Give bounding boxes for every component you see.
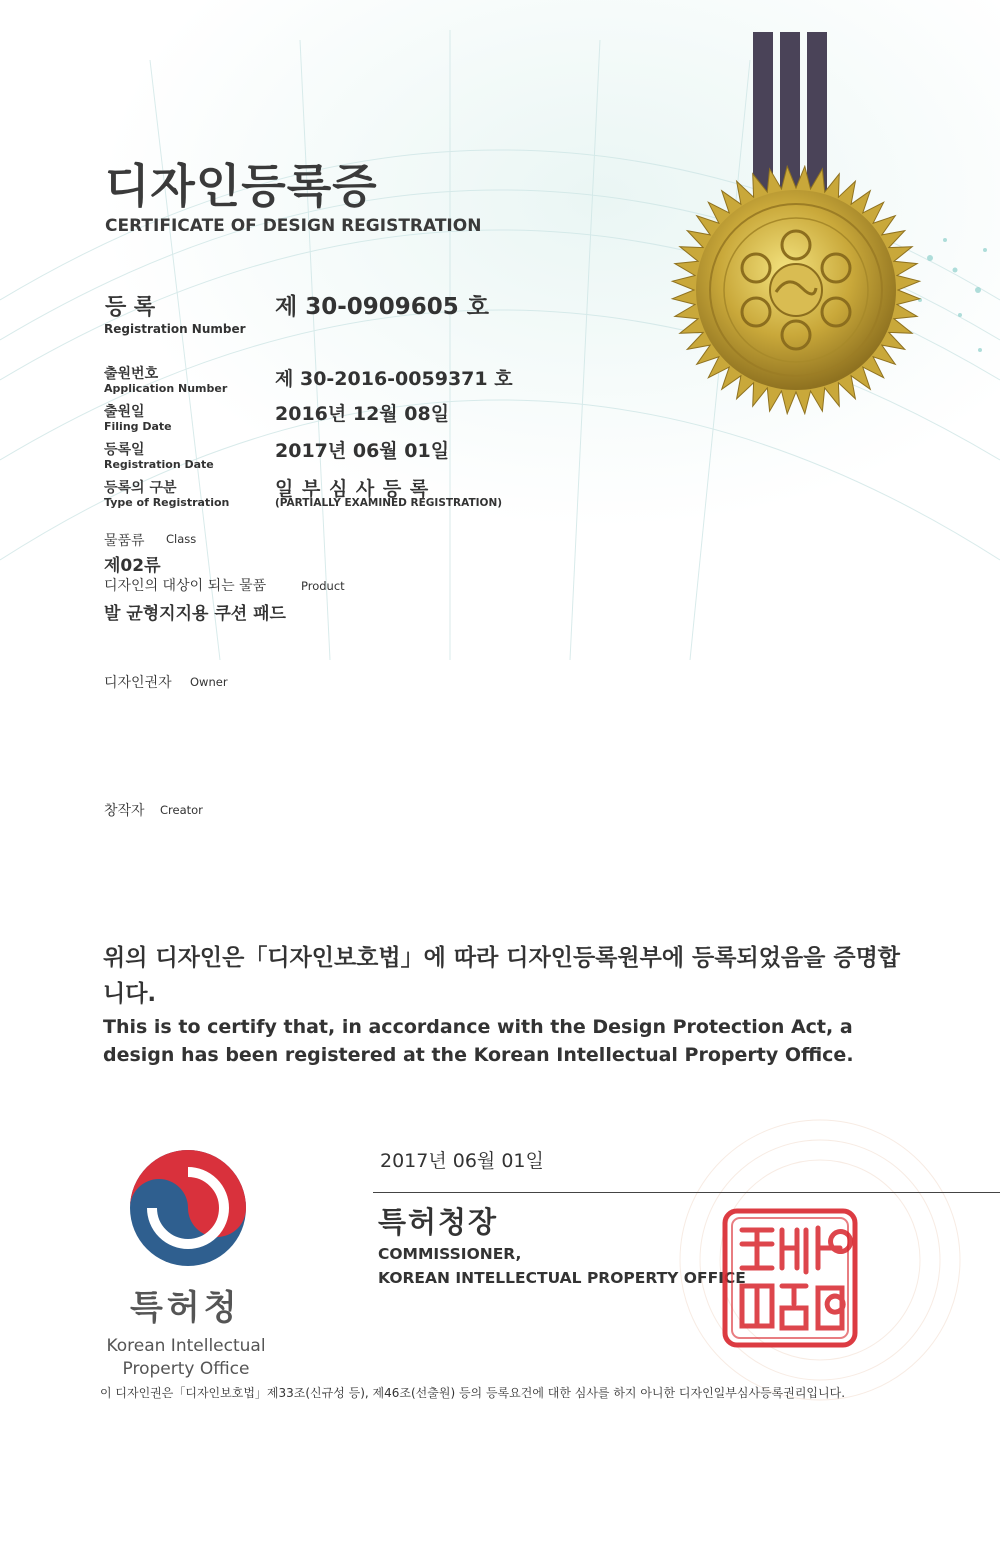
application-label-en: Application Number	[104, 382, 228, 395]
issue-date: 2017년 06월 01일	[380, 1150, 544, 1172]
certificate-title-en: CERTIFICATE OF DESIGN REGISTRATION	[105, 216, 482, 236]
product-label: 디자인의 대상이 되는 물품	[104, 578, 267, 594]
filing-date-label: 출원일	[104, 404, 145, 420]
application-label: 출원번호	[104, 366, 159, 382]
registration-type: 일 부 심 사 등 록	[275, 478, 430, 500]
certification-statement: 위의 디자인은「디자인보호법」에 따라 디자인등록원부에 등록되었음을 증명합니다.	[103, 945, 901, 1007]
registration-date-label: 등록일	[104, 442, 145, 458]
class-label: 물품류	[104, 533, 145, 549]
legal-footnote: 이 디자인권은「디자인보호법」제33조(신규성 등), 제46조(선출원) 등의 등록요건에 대한 심사를 하지 아니한 디자인일부심사등록권리입니다.	[100, 1386, 846, 1400]
creator-label: 창작자	[104, 803, 145, 819]
application-number: 제 30-2016-0059371 호	[275, 368, 513, 390]
registration-type-label: 등록의 구분	[104, 480, 177, 496]
filing-date: 2016년 12월 08일	[275, 403, 450, 425]
registration-date-label-en: Registration Date	[104, 458, 214, 471]
registration-date: 2017년 06월 01일	[275, 440, 450, 462]
registration-number: 제 30-0909605 호	[275, 294, 490, 320]
certificate-title: 디자인등록증	[105, 159, 378, 213]
filing-date-label-en: Filing Date	[104, 420, 172, 433]
creator-label-en: Creator	[160, 803, 203, 817]
registration-type-label-en: Type of Registration	[104, 496, 230, 509]
product-label-en: Product	[301, 579, 345, 593]
kipo-name: 특허청	[130, 1288, 241, 1328]
product-value: 발 균형지지용 쿠션 패드	[104, 604, 286, 624]
commissioner-title: 특허청장	[378, 1205, 499, 1239]
owner-label: 디자인권자	[104, 675, 172, 691]
registration-label: 등 록	[105, 295, 156, 320]
certification-statement-en: This is to certify that, in accordance with the Design Protection Act, a design has been registered at the Korean Intellectual Property Office.	[103, 1016, 854, 1066]
registration-type-en: (PARTIALLY EXAMINED REGISTRATION)	[275, 497, 503, 509]
commissioner-title-en-line2: KOREAN INTELLECTUAL PROPERTY OFFICE	[378, 1269, 746, 1287]
signature-line	[373, 1192, 1000, 1193]
commissioner-title-en-line1: COMMISSIONER,	[378, 1245, 522, 1263]
class-value: 제02류	[104, 556, 161, 576]
class-label-en: Class	[166, 532, 197, 546]
official-seal-stamp	[722, 1208, 858, 1348]
kipo-name-en: Korean Intellectual Property Office	[106, 1336, 266, 1379]
owner-label-en: Owner	[190, 675, 228, 689]
commissioner-title-en	[378, 1242, 746, 1290]
gold-seal-emblem	[666, 165, 926, 415]
kipo-logo-icon	[126, 1146, 250, 1270]
registration-label-en: Registration Number	[104, 322, 246, 336]
